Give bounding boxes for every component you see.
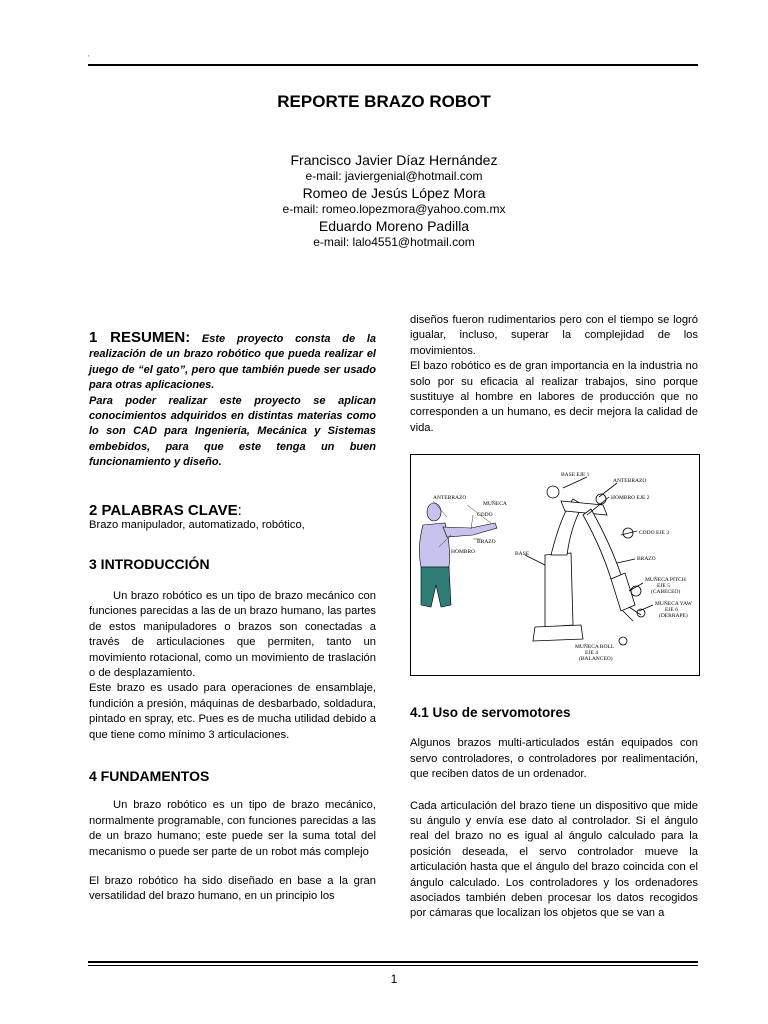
label-brazo-robot: BRAZO [637, 556, 656, 562]
author-email: e-mail: romeo.lopezmora@yahoo.com.mx [282, 202, 506, 216]
label-pitch: MUÑECA PITCH [645, 577, 686, 583]
right-column-top [410, 313, 698, 436]
label-roll-sub: (BALANCEO) [579, 656, 613, 662]
resumen-paragraph [89, 330, 376, 394]
label-pitch-sub: (CABECEO) [651, 589, 681, 595]
introduccion-p2: Este brazo es usado para operaciones de ensamblaje, fundición a presión, máquinas de desbarbado, soldadura, pintado en spray, etc. Pues es de mucha utilidad debido a que tiene como mínimo 3 articulaciones. [89, 682, 376, 741]
fundamentos-p1: Un brazo robótico es un tipo de brazo mecánico, normalmente programable, con funciones parecidas a las de un brazo humano; este puede ser la suma total del mecanismo o puede ser parte de un robot más complejo [89, 799, 376, 858]
label-yaw: MUÑECA YAW [655, 601, 692, 607]
label-antebrazo-robot: ANTEBRAZO [613, 478, 647, 484]
label-base-robot: BASE [515, 551, 530, 557]
label-codo-eje3: CODO EJE 3 [639, 530, 669, 536]
robot-forearm [583, 509, 621, 579]
introduccion-heading: 3 INTRODUCCIÓN [89, 556, 210, 573]
label-brazo-human: BRAZO [477, 539, 496, 545]
author-name: Francisco Javier Díaz Hernández [290, 152, 498, 168]
author-block [0, 151, 768, 250]
paper-title: REPORTE BRAZO ROBOT [277, 92, 491, 111]
label-pitch-eje: EJE 5 [657, 583, 670, 589]
palabras-heading-text: 2 PALABRAS CLAVE [89, 501, 238, 519]
label-hombro-eje2: HOMBRO EJE 2 [611, 495, 650, 501]
label-hombro-human: HOMBRO [451, 549, 476, 555]
header-mark: , [88, 52, 90, 58]
label-muneca-human: MUÑECA [483, 501, 507, 507]
author-email: e-mail: lalo4551@hotmail.com [313, 235, 475, 249]
author-name: Romeo de Jesús López Mora [302, 185, 486, 201]
palabras-text: Brazo manipulador, automatizado, robótico, [89, 519, 305, 532]
robot-arm-figure [410, 454, 700, 676]
robot-arm-illustration [411, 455, 699, 675]
header-rule [88, 64, 698, 66]
fundamentos-p2: El brazo robótico ha sido diseñado en base a la gran versatilidad del brazo humano, en un principio los [89, 874, 376, 903]
joint-base-icon [547, 486, 559, 498]
right-column-bottom [410, 705, 698, 922]
human-arm [443, 523, 497, 537]
introduccion-p1: Un brazo robótico es un tipo de brazo mecánico con funciones parecidas a las de un brazo humano, las partes de estos manipuladores o brazos son conectadas a través de articulaciones que permiten, tanto un movimiento rotacional, como un movimiento de traslación o de desplazamiento. [89, 589, 376, 679]
author-name: Eduardo Moreno Padilla [318, 218, 470, 234]
palabras-colon: : [237, 501, 242, 519]
resumen-text-2: Para poder realizar este proyecto se aplican conocimientos adquiridos en distintas materias como lo son CAD para Ingeniería, Mecánica y Sistemas embebidos, para que este tenga un buen funcionamiento y diseño. [89, 394, 376, 469]
label-codo-human: CODO [477, 512, 493, 518]
robot-base-column [545, 553, 573, 627]
label-base-eje1: BASE EJE 1 [561, 472, 590, 478]
robot-base-plate [533, 625, 583, 641]
label-yaw-eje: EJE 6 [665, 607, 678, 613]
left-column [89, 330, 376, 905]
footer-rule-thin [88, 965, 698, 966]
servomotores-heading: 4.1 Uso de servomotores [410, 705, 571, 720]
resumen-heading: 1 RESUMEN: [89, 329, 191, 346]
joint-roll-icon [619, 637, 627, 645]
joint-pitch-icon [631, 586, 641, 596]
fundamentos-heading: 4 FUNDAMENTOS [89, 767, 210, 784]
human-head [427, 503, 441, 521]
label-yaw-sub: (DERRAPE) [659, 613, 688, 619]
label-roll: MUÑECA ROLL [575, 644, 615, 650]
right-p2: El bazo robótico es de gran importancia en la industria no solo por su eficacia al realizar trabajos, sino porque sustituye al hombre en labores de producción que no corresponden a un humano, es decir mejora la calidad de vida. [410, 360, 698, 434]
palabras-heading [89, 503, 376, 518]
footer-rule-thick [88, 961, 698, 963]
servomotores-p2: Cada articulación del brazo tiene un dispositivo que mide su ángulo y envía ese dato al controlador. Si el ángulo real del brazo no es igual al ángulo calculado para la posición deseada, el servo controlador mueve la articulación hasta que el ángulo del brazo coincida con el ángulo calculado. Los controladores y los ordenadores asociados también deben procesar los datos recogidos por cámaras que localizan los objetos que se van a [410, 799, 698, 920]
right-p1: diseños fueron rudimentarios pero con el tiempo se logró igualar, incluso, superar la complejidad de los movimientos. [410, 314, 698, 357]
label-roll-eje: EJE 4 [585, 650, 598, 656]
page-number: 1 [390, 972, 398, 986]
robot-figure [525, 477, 653, 645]
resumen-text: Este proyecto consta de la realización de un brazo robótico que pueda realizar el juego de “el gato”, pero que también puede ser usado para otras aplicaciones. [89, 333, 376, 392]
author-email: e-mail: javiergenial@hotmail.com [305, 169, 483, 183]
human-pants [421, 567, 451, 607]
servomotores-p1: Algunos brazos multi-articulados están equipados con servo controladores, o controladores por realimentación, que reciben datos de un ordenador. [410, 737, 698, 781]
label-antebrazo-human: ANTEBRAZO [433, 495, 467, 501]
